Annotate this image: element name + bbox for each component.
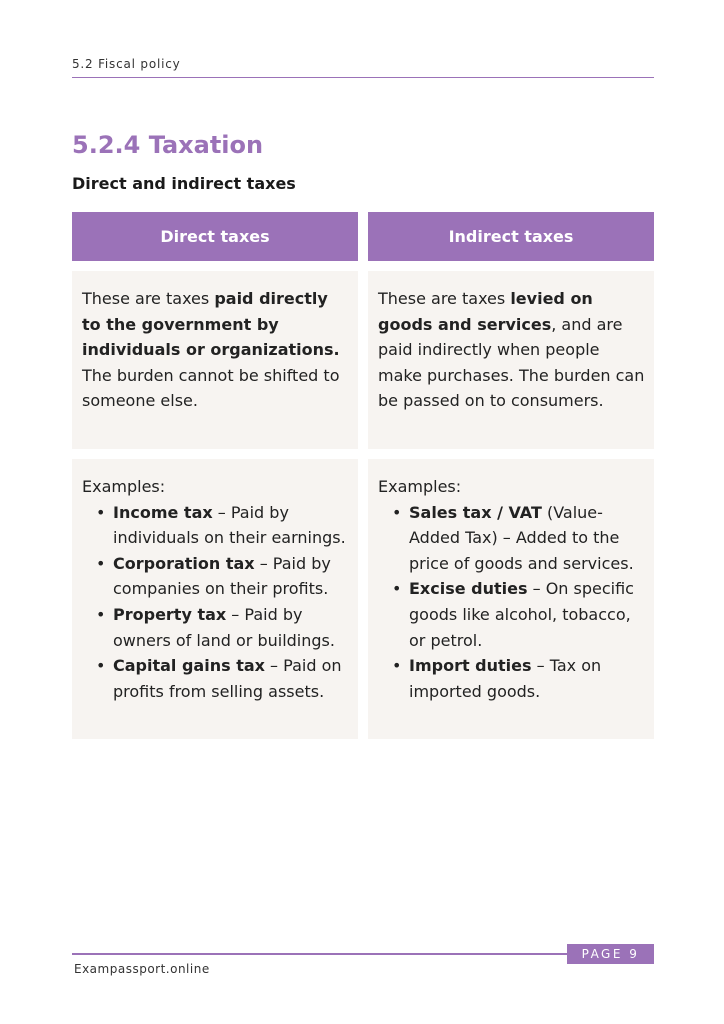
footer-divider <box>72 953 567 955</box>
page-number-badge: PAGE 9 <box>567 944 654 964</box>
example-name: Capital gains tax <box>113 656 265 676</box>
section-title: 5.2.4 Taxation <box>72 131 264 159</box>
bullet-icon: • <box>392 656 402 676</box>
table-header-row <box>72 212 654 261</box>
example-name: Import duties <box>409 656 532 676</box>
page-header <box>72 57 654 78</box>
column-heading-direct: Direct taxes <box>72 212 358 261</box>
indirect-description <box>368 271 654 449</box>
indirect-description-prefix: These are taxes <box>378 289 511 308</box>
tax-comparison-table <box>72 212 654 749</box>
direct-description-suffix: The burden cannot be shifted to someone else. <box>82 365 340 411</box>
bullet-icon: • <box>96 502 106 522</box>
direct-examples <box>72 459 358 739</box>
direct-examples-label: Examples: <box>82 477 166 496</box>
example-name: Excise duties <box>409 579 528 599</box>
bullet-icon: • <box>96 553 106 573</box>
indirect-examples <box>368 459 654 739</box>
list-item <box>96 551 350 602</box>
list-item <box>392 576 646 653</box>
examples-row <box>72 459 654 739</box>
header-divider <box>72 77 654 78</box>
list-item <box>96 602 350 653</box>
direct-description-prefix: These are taxes <box>82 289 215 308</box>
subtitle: Direct and indirect taxes <box>72 174 296 193</box>
indirect-description-suffix: , and are paid indirectly when people make purchases. The burden can be passed on to consumers. <box>378 314 645 411</box>
list-item <box>96 500 350 551</box>
list-item <box>392 500 646 577</box>
example-text: – On specific goods like alcohol, tobacco, or petrol. <box>409 579 634 650</box>
indirect-description-bold: levied on goods and services <box>378 289 593 334</box>
indirect-examples-label: Examples: <box>378 477 462 496</box>
direct-examples-list <box>82 500 350 705</box>
bullet-icon: • <box>96 604 106 624</box>
bullet-icon: • <box>96 656 106 676</box>
bullet-icon: • <box>392 579 402 599</box>
example-text: – Paid by owners of land or buildings. <box>113 604 335 650</box>
direct-description-bold: paid directly to the government by individuals or organizations. <box>82 289 340 360</box>
example-name: Property tax <box>113 604 227 624</box>
example-name: Corporation tax <box>113 553 255 573</box>
indirect-examples-list <box>378 500 646 705</box>
example-text: – Paid by companies on their profits. <box>113 553 331 599</box>
example-text: – Paid on profits from selling assets. <box>113 656 342 701</box>
example-name: Income tax <box>113 502 213 522</box>
direct-description <box>72 271 358 449</box>
example-text: – Paid by individuals on their earnings. <box>113 502 346 548</box>
column-heading-indirect: Indirect taxes <box>368 212 654 261</box>
list-item <box>96 653 350 704</box>
section-label: 5.2 Fiscal policy <box>72 57 181 71</box>
example-name: Sales tax / VAT <box>409 502 542 522</box>
footer-site-name: Exampassport.online <box>74 962 210 976</box>
description-row <box>72 271 654 449</box>
example-text: – Tax on imported goods. <box>409 656 602 701</box>
bullet-icon: • <box>392 502 402 522</box>
list-item <box>392 653 646 704</box>
example-text: (Value-Added Tax) – Added to the price of goods and services. <box>409 502 634 573</box>
